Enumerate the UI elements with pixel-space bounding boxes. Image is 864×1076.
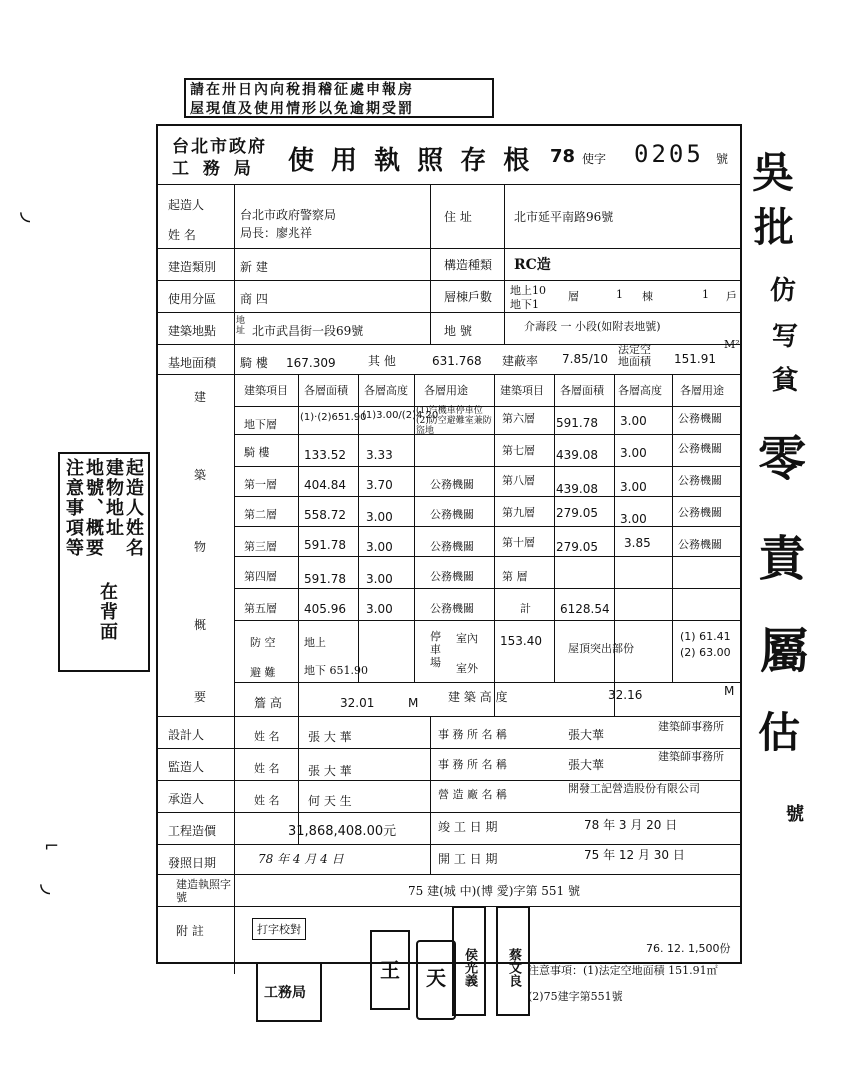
parking-label: 停車場 — [430, 630, 441, 669]
location-sub: 地址 — [236, 316, 246, 336]
margin-char-7: 責 — [758, 531, 807, 587]
officer-seal-1 — [370, 930, 410, 1010]
other-label: 其 他 — [368, 354, 396, 368]
parking-outdoor-label: 室外 — [456, 662, 478, 675]
floor-use: 公務機關 — [430, 602, 474, 615]
floor-area: 133.52 — [304, 448, 346, 462]
eaves-label: 簷 高 — [254, 696, 282, 710]
margin-char-10: 號 — [786, 804, 804, 825]
permit-year: 78 — [550, 146, 576, 167]
header-use-left: 各層用途 — [424, 384, 468, 397]
attached-value: 167.309 — [286, 356, 336, 370]
floor-name: 第 層 — [502, 570, 528, 583]
floor-name: 第一層 — [244, 478, 277, 491]
contractor-label: 承造人 — [168, 792, 205, 806]
floor-name: 第四層 — [244, 570, 277, 583]
supervisor-office: 張大華 — [568, 758, 605, 772]
completion-value: 78 年 3 月 20 日 — [584, 818, 678, 832]
supervisor-office-label: 事 務 所 名 稱 — [438, 758, 507, 771]
issuer-line-2: 工 務 局 — [172, 159, 255, 179]
floors-below: 地下1 — [510, 298, 539, 311]
floor-height: 3.85 — [624, 536, 651, 550]
seal-text-4: 侯光義 — [462, 948, 477, 987]
floor-name: 騎 樓 — [244, 446, 270, 459]
shelter-label-2: 避 難 — [250, 666, 276, 679]
floor-height: (1)3.00/(2)4.20 — [362, 410, 439, 421]
punch-mark-3: ◟ — [40, 868, 51, 898]
floor-height: 3.70 — [366, 478, 393, 492]
parking-indoor-value: 153.40 — [500, 634, 542, 648]
issue-date-label: 發照日期 — [168, 856, 217, 870]
building-type-value: 新 建 — [240, 260, 268, 274]
floor-name: 第九層 — [502, 506, 535, 519]
parking-indoor-label: 室內 — [456, 632, 478, 645]
floor-use: 公務機關 — [678, 474, 722, 487]
lot-value: 介壽段 一 小段(如附表地號) — [524, 320, 661, 333]
margin-char-6: 零 — [758, 431, 807, 487]
floor-area: (1)·(2)651.90 — [300, 412, 367, 423]
punch-mark-2: ⌐ — [44, 836, 60, 857]
start-date-label: 開 工 日 期 — [438, 852, 498, 866]
floor-height: 3.00 — [366, 602, 393, 616]
contractor-firm-label: 營 造 廠 名 稱 — [438, 788, 507, 801]
note-line-2: (2)75建字第551號 — [528, 990, 623, 1003]
floor-height: 3.00 — [620, 480, 647, 494]
area-unit: M² — [724, 338, 740, 351]
cost-value: 31,868,408.00元 — [288, 824, 397, 839]
building-height-value: 32.16 — [608, 688, 643, 702]
permit-number: 0205 — [634, 140, 704, 168]
contractor-name: 何 天 生 — [308, 794, 352, 808]
roof-value-2: (2) 63.00 — [680, 646, 731, 659]
location-label: 建築地點 — [168, 324, 217, 338]
floor-height: 3.33 — [366, 448, 393, 462]
summary-char-4: 概 — [194, 618, 207, 632]
floor-name: 第十層 — [502, 536, 535, 549]
lot-label: 地 號 — [444, 324, 472, 338]
summary-char-1: 建 — [194, 390, 207, 404]
permit-number-label: 建造執照字號 — [176, 878, 231, 904]
floor-name: 第二層 — [244, 508, 277, 521]
floor-area: 279.05 — [556, 540, 598, 554]
designer-office-suffix: 建築師事務所 — [658, 720, 724, 733]
floor-name: 第三層 — [244, 540, 277, 553]
zoning-value: 商 四 — [240, 292, 268, 306]
floor-height: 3.00 — [620, 414, 647, 428]
floor-height: 3.00 — [620, 446, 647, 460]
floor-area: 405.96 — [304, 602, 346, 616]
shelter-above: 地上 — [304, 636, 326, 649]
floors-ceng: 層 — [568, 290, 579, 303]
designer-name-label: 姓 名 — [254, 730, 280, 743]
side-note-col-1: 起造人姓名 — [123, 458, 144, 558]
header-area-right: 各層面積 — [560, 384, 604, 397]
issue-date-value: 78 年 4 月 4 日 — [258, 852, 344, 866]
zoning-label: 使用分區 — [168, 292, 217, 306]
contractor-name-label: 姓 名 — [254, 794, 280, 807]
notice-stamp — [184, 78, 494, 118]
floor-height: 3.00 — [366, 540, 393, 554]
margin-char-8: 屬 — [760, 623, 809, 679]
floor-name: 第六層 — [502, 412, 535, 425]
page-title: 使 用 執 照 存 根 — [288, 146, 534, 176]
margin-char-5: 貧 — [772, 366, 799, 396]
summary-char-3: 物 — [194, 540, 207, 554]
margin-char-4: 写 — [772, 322, 799, 352]
seal-text-2: 王 — [380, 958, 400, 982]
seal-text-3: 天 — [426, 966, 446, 990]
hao-char: 號 — [716, 152, 729, 166]
coverage-label: 建蔽率 — [502, 354, 539, 368]
floor-use: (1)汽機車停車位(2)防空避難室兼防盜地 — [416, 406, 492, 436]
shelter-label-1: 防 空 — [250, 636, 276, 649]
header-item-right: 建築項目 — [500, 384, 544, 397]
floor-use: 公務機關 — [678, 412, 722, 425]
floor-area: 279.05 — [556, 506, 598, 520]
header-height-left: 各層高度 — [364, 384, 408, 397]
eaves-unit: M — [408, 696, 419, 710]
supervisor-name-label: 姓 名 — [254, 762, 280, 775]
floor-area: 404.84 — [304, 478, 346, 492]
floor-height: 3.00 — [366, 510, 393, 524]
floors-dong-number: 1 — [616, 288, 623, 301]
floor-name: 計 — [520, 602, 531, 615]
designer-name: 張 大 華 — [308, 730, 352, 744]
summary-char-2: 築 — [194, 468, 207, 482]
punch-mark-1: ◟ — [20, 196, 31, 226]
permit-number-value: 75 建(城 中)(博 愛)字第 551 號 — [408, 884, 580, 898]
building-type-label: 建造類別 — [168, 260, 217, 274]
officer-seal-2 — [416, 940, 456, 1020]
seal-text-5: 蔡文良 — [506, 948, 521, 987]
floor-use: 公務機關 — [430, 478, 474, 491]
floor-use: 公務機關 — [430, 570, 474, 583]
cost-label: 工程造價 — [168, 824, 217, 838]
structure-label: 構造種類 — [444, 258, 493, 272]
coverage-value: 7.85/10 — [562, 352, 609, 366]
margin-char-2: 批 — [754, 204, 794, 251]
floors-hu: 戶 — [726, 290, 737, 303]
side-note-col-4: 注意事項等 — [63, 458, 84, 558]
side-note-col-5: 在背面 — [97, 582, 118, 642]
notice-line-1: 請在卅日內向稅捐稽征處申報房 — [190, 82, 414, 98]
designer-office-label: 事 務 所 名 稱 — [438, 728, 507, 741]
floors-label: 層棟戶數 — [444, 290, 493, 304]
officer-seal-3 — [452, 906, 486, 1016]
issuer-line-1: 台北市政府 — [172, 137, 267, 157]
print-run: 76. 12. 1,500份 — [646, 942, 731, 955]
building-height-unit: M — [724, 684, 735, 698]
location-value: 北市武昌街一段69號 — [252, 324, 364, 338]
side-note-col-2: 建物地址 — [103, 458, 124, 538]
building-height-label: 建 築 高 度 — [448, 690, 508, 704]
supervisor-label: 監造人 — [168, 760, 205, 774]
attached-label: 騎 樓 — [240, 356, 268, 370]
floor-area: 591.78 — [304, 538, 346, 552]
floor-area: 439.08 — [556, 482, 598, 496]
address-value: 北市延平南路96號 — [514, 210, 614, 224]
floor-use: 公務機關 — [430, 540, 474, 553]
completion-label: 竣 工 日 期 — [438, 820, 498, 834]
floor-height: 3.00 — [366, 572, 393, 586]
floor-name: 第七層 — [502, 444, 535, 457]
floor-use: 公務機關 — [678, 538, 722, 551]
floors-hu-number: 1 — [702, 288, 709, 301]
seal-text-1: 工務局 — [264, 985, 306, 1001]
check-stamp: 打字校對 — [252, 918, 306, 940]
structure-value: RC造 — [514, 257, 551, 273]
floor-use: 公務機關 — [430, 508, 474, 521]
margin-char-1: 吳 — [752, 148, 795, 197]
floor-area: 591.78 — [556, 416, 598, 430]
header-area-left: 各層面積 — [304, 384, 348, 397]
eaves-value: 32.01 — [340, 696, 375, 710]
summary-char-5: 要 — [194, 690, 207, 704]
header-item-left: 建築項目 — [244, 384, 288, 397]
start-date-value: 75 年 12 月 30 日 — [584, 848, 685, 862]
applicant-label: 起造人 — [168, 198, 205, 212]
applicant-name-label: 姓 名 — [168, 228, 196, 242]
supervisor-office-suffix: 建築師事務所 — [658, 750, 724, 763]
floor-height: 3.00 — [620, 512, 647, 526]
floor-name: 地下層 — [244, 418, 277, 431]
applicant-head: 局長：廖兆祥 — [240, 226, 313, 240]
applicant-value: 台北市政府警察局 — [240, 208, 337, 222]
floors-above: 地上10 — [510, 284, 546, 297]
note-line-1: 注意事項：(1)法定空地面積 151.91㎡ — [528, 964, 718, 977]
header-height-right: 各層高度 — [618, 384, 662, 397]
side-note-box — [58, 452, 150, 672]
floor-area: 558.72 — [304, 508, 346, 522]
open-space-label: 法定空地面積 — [618, 343, 651, 368]
contractor-firm: 開發工記營造股份有限公司 — [568, 782, 700, 795]
floor-area: 6128.54 — [560, 602, 610, 616]
address-label: 住 址 — [444, 210, 472, 224]
other-value: 631.768 — [432, 354, 482, 368]
designer-office: 張大華 — [568, 728, 605, 742]
bureau-seal — [256, 962, 322, 1022]
side-note-col-3: 地號、概要 — [83, 458, 104, 558]
notice-line-2: 屋現值及使用情形以免逾期受罰 — [190, 101, 414, 117]
floor-name: 第五層 — [244, 602, 277, 615]
floor-use: 公務機關 — [678, 506, 722, 519]
margin-char-3: 仿 — [770, 276, 797, 306]
use-char: 使字 — [582, 152, 607, 166]
permit-form — [156, 124, 742, 964]
floor-name: 第八層 — [502, 474, 535, 487]
shelter-below: 地下 651.90 — [304, 664, 368, 677]
header-use-right: 各層用途 — [680, 384, 724, 397]
site-area-label: 基地面積 — [168, 356, 217, 370]
supervisor-name: 張 大 華 — [308, 764, 352, 778]
roof-label: 屋頂突出部份 — [568, 642, 634, 655]
officer-seal-4 — [496, 906, 530, 1016]
floors-dong: 棟 — [642, 290, 653, 303]
floor-area: 591.78 — [304, 572, 346, 586]
remarks-label: 附 註 — [176, 924, 204, 938]
floor-area: 439.08 — [556, 448, 598, 462]
designer-label: 設計人 — [168, 728, 205, 742]
floor-use: 公務機關 — [678, 442, 722, 455]
margin-char-9: 估 — [758, 708, 801, 757]
roof-value-1: (1) 61.41 — [680, 630, 731, 643]
open-space-value: 151.91 — [674, 352, 716, 366]
